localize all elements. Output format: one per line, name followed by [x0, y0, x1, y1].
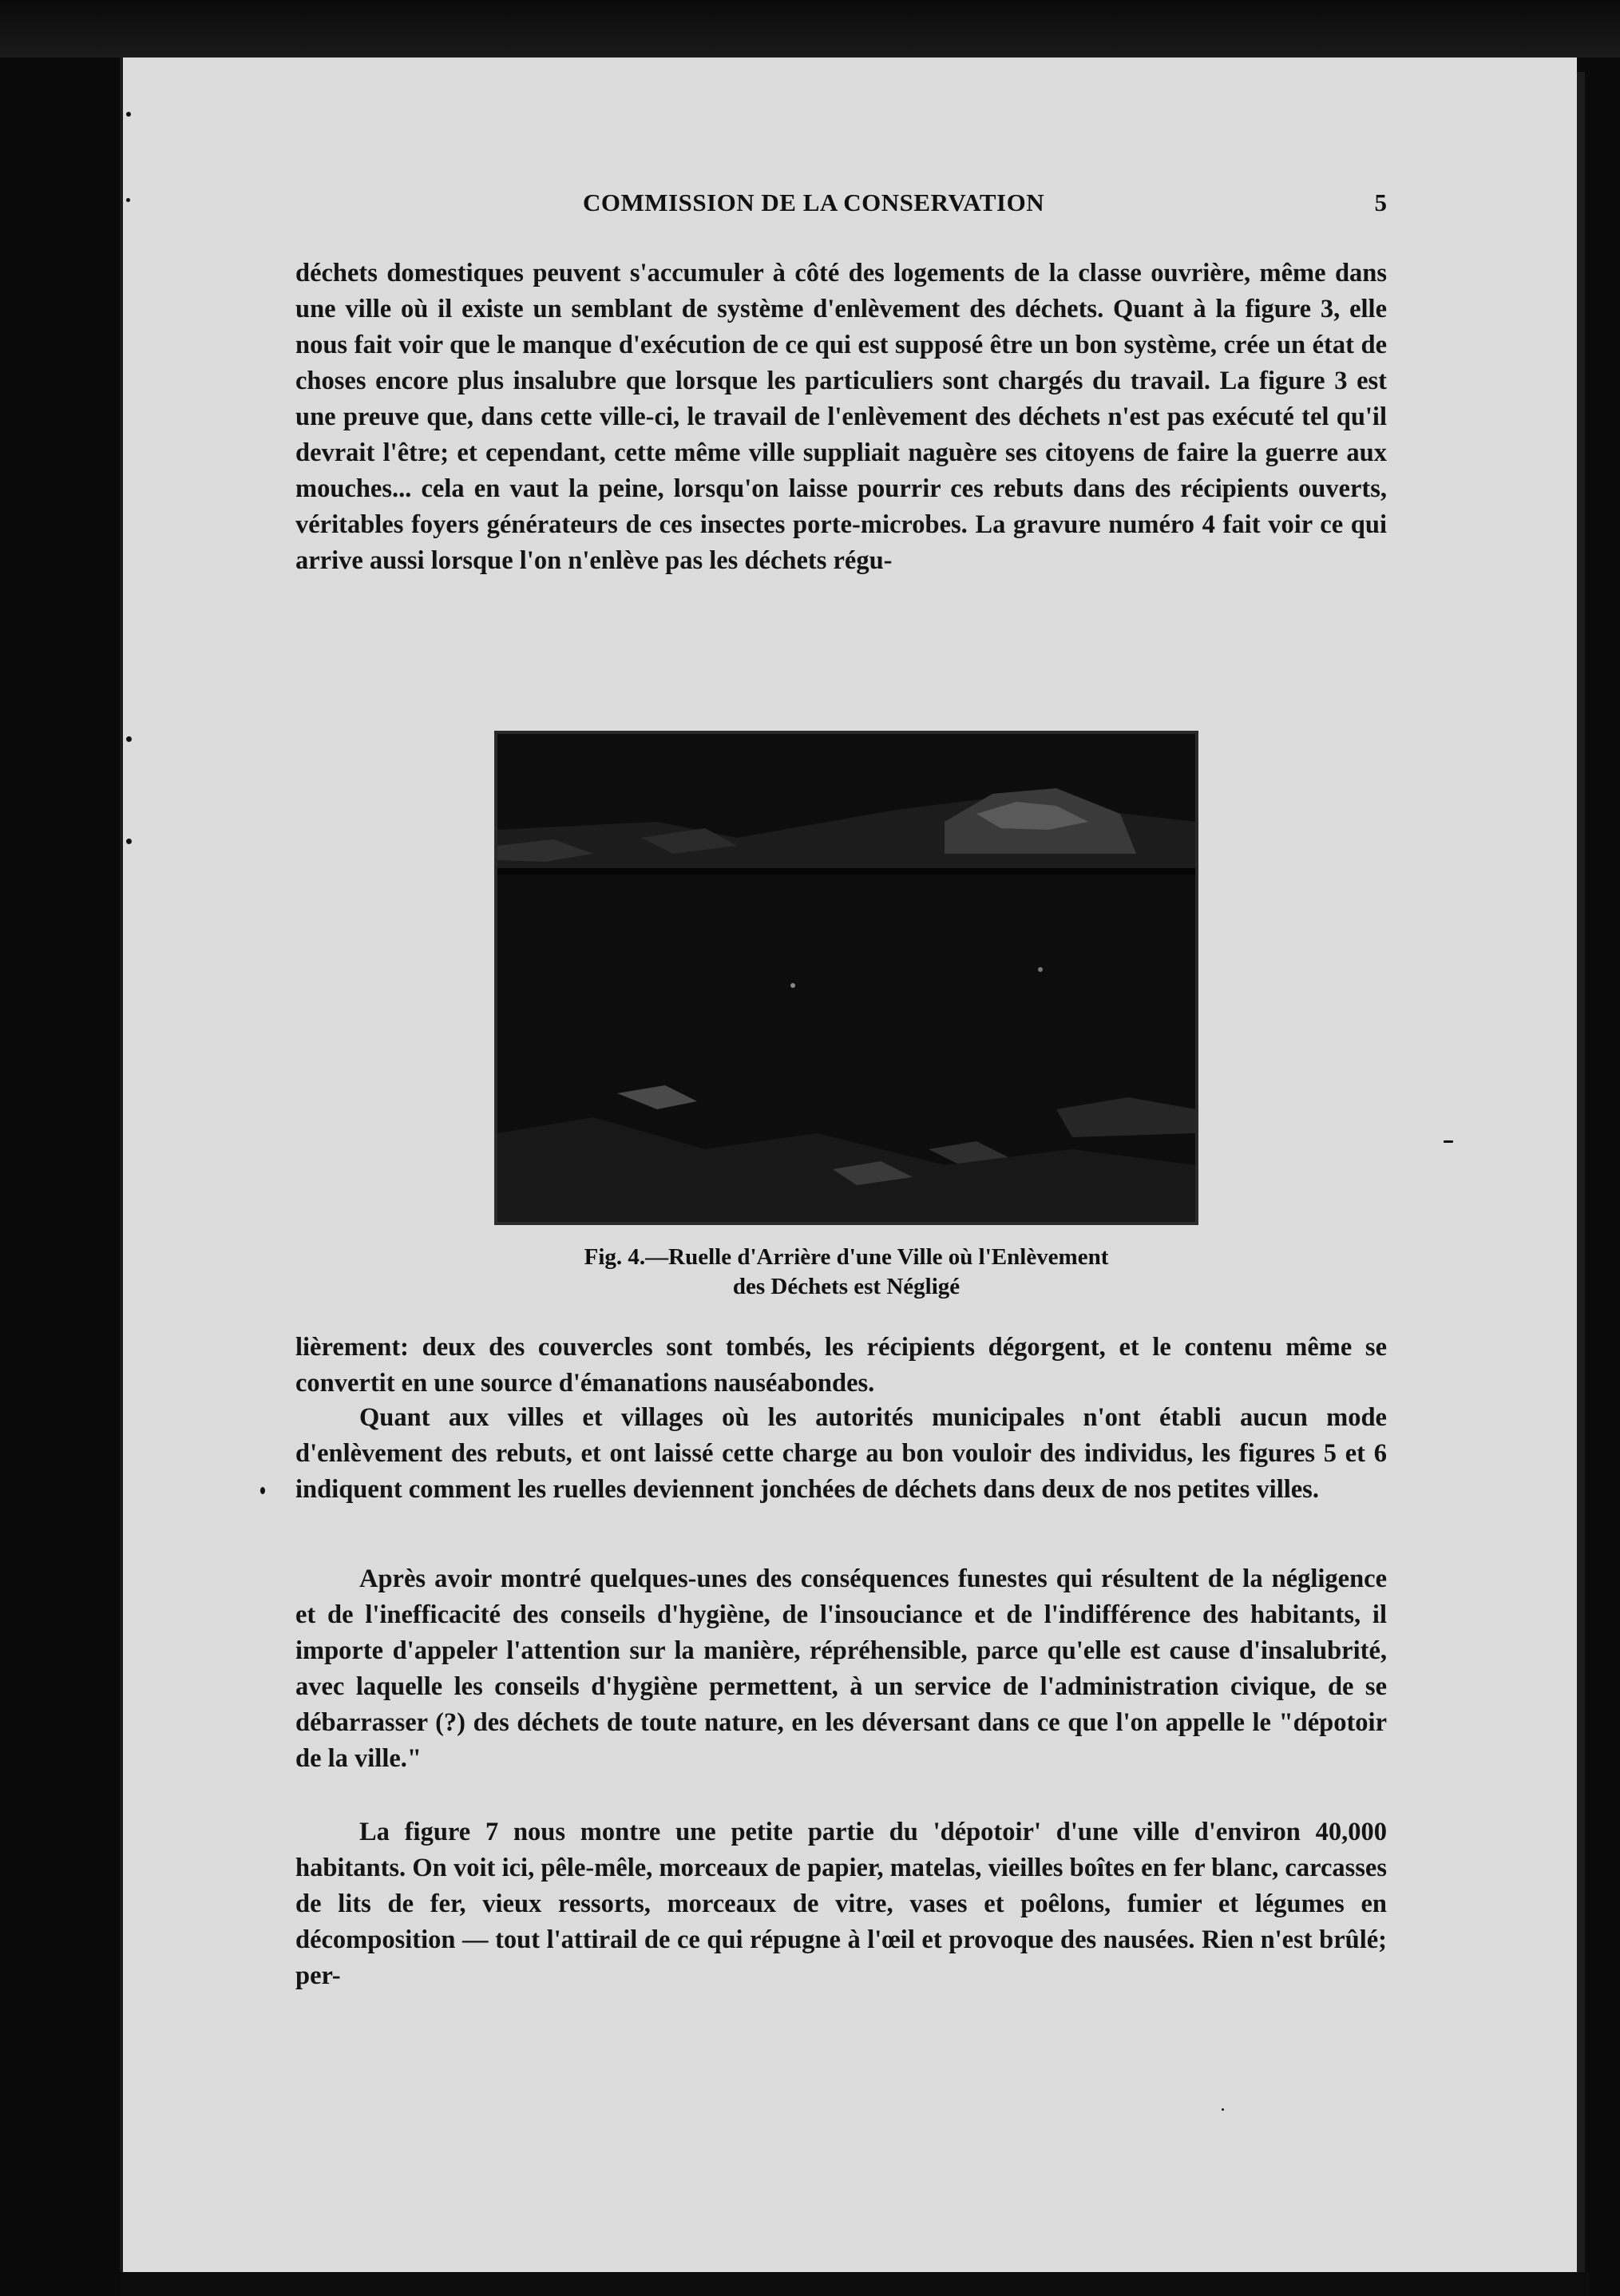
figure-caption-line-2: des Déchets est Négligé: [732, 1274, 961, 1299]
body-paragraph-4: Après avoir montré quelques-unes des conséquences funestes qui résultent de la négligence et de l'inefficacité des conseils d'hygiène, de l'insouciance et de l'indifférence des habitants, il importe d'appeler l'attention sur la manière, répréhensible, parce qu'elle est cause d'insalubrité, avec laquelle les conseils d'hygiène permettent, à un service de l'administration civique, de se débarrasser (?) des déchets de toute nature, en les déversant dans ce que l'on appelle le "dépotoir de la ville.": [295, 1564, 1387, 1773]
figure-photo: [494, 731, 1198, 1225]
scan-speck: [1444, 1140, 1453, 1143]
figure-caption-line-1: Fig. 4.—Ruelle d'Arrière d'une Ville où l'Enlèvement: [584, 1244, 1109, 1270]
figure-caption: [447, 1243, 1246, 1302]
scan-speck: [126, 736, 132, 742]
scan-top-border: [0, 0, 1620, 57]
page-header: [295, 188, 1387, 220]
back-alley-photo: [497, 734, 1195, 1222]
scan-speck: [126, 198, 130, 202]
body-paragraph-2: lièrement: deux des couvercles sont tombés, les récipients dégorgent, et le contenu même se convertit en une source d'émanations nauséabondes.: [295, 1333, 1387, 1398]
body-paragraph-5: La figure 7 nous montre une petite partie du 'dépotoir' d'une ville d'environ 40,000 habitants. On voit ici, pêle-mêle, morceaux de papier, matelas, vieilles boîtes en fer blanc, carcasses de lits de fer, vieux ressorts, morceaux de vitre, vases et poêlons, fumier et légumes en décomposition — tout l'attirail de ce qui répugne à l'œil et provoque des nausées. Rien n'est brûlé; per-: [295, 1818, 1387, 1990]
body-paragraph-1: déchets domestiques peuvent s'accumuler à côté des logements de la classe ouvrière, même dans une ville où il existe un semblant de système d'enlèvement des déchets. Quant à la figure 3, elle nous fait voir que le manque d'exécution de ce qui est supposé être un bon système, crée un état de choses encore plus insalubre que lorsque les particuliers sont chargés du travail. La figure 3 est une preuve que, dans cette ville-ci, le travail de l'enlèvement des déchets n'est pas exécuté tel qu'il devrait l'être; et cependant, cette même ville suppliait naguère ses citoyens de faire la guerre aux mouches... cela en vaut la peine, lorsqu'on laisse pourrir ces rebuts dans des récipients ouverts, véritables foyers générateurs de ces insectes porte-microbes. La gravure numéro 4 fait voir ce qui arrive aussi lorsque l'on n'enlève pas les déchets régu-: [295, 259, 1387, 575]
page-gutter-edge: [120, 57, 123, 2296]
scan-speck: [126, 839, 132, 844]
scan-bottom-border: [120, 2272, 1589, 2296]
scan-speck: [1222, 2108, 1224, 2111]
scan-speck: [126, 112, 131, 117]
scan-speck: [260, 1487, 265, 1494]
running-head: COMMISSION DE LA CONSERVATION: [583, 188, 1045, 216]
body-paragraph-3: Quant aux villes et villages où les autorités municipales n'ont établi aucun mode d'enlèvement des rebuts, et ont laissé cette charge au bon vouloir des individus, les figures 5 et 6 indiquent comment les ruelles deviennent jonchées de déchets dans deux de nos petites villes.: [295, 1403, 1387, 1504]
page-number: 5: [1374, 188, 1387, 216]
page-right-edge: [1577, 72, 1585, 2296]
